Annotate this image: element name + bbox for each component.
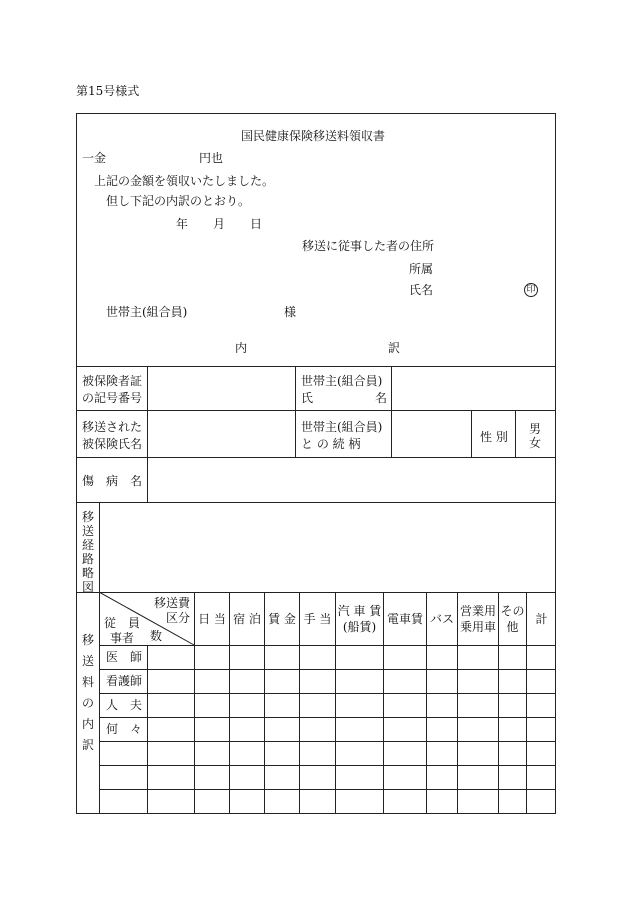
rule: [426, 592, 427, 814]
rule: [99, 765, 556, 766]
rule: [99, 741, 556, 742]
rule: [99, 669, 556, 670]
rule: [147, 366, 148, 457]
disease-label: 傷 病 名: [82, 474, 143, 488]
seal-mark: 印: [524, 283, 538, 297]
staff-etc: 何 々: [106, 722, 143, 736]
col-wage: 賃 金: [268, 612, 296, 626]
col-daily-allowance: 日 当: [198, 612, 226, 626]
head-name-mei: 名: [375, 391, 388, 405]
amount-suffix: 円也: [199, 151, 224, 165]
relation-label: 世帯主(組合員): [301, 420, 383, 434]
sama-label: 様: [284, 305, 297, 319]
document-title: 国民健康保険移送料領収書: [241, 129, 386, 143]
rule: [471, 410, 472, 457]
diag-worker: 事者: [110, 631, 135, 645]
transported-label: 移送された: [82, 420, 143, 434]
rule: [76, 502, 556, 503]
rule: [99, 717, 556, 718]
household-head-label: 世帯主(組合員): [106, 305, 188, 319]
col-allowance: 手 当: [303, 612, 332, 626]
col-other-2: 他: [506, 620, 519, 634]
rule: [147, 457, 148, 502]
date-day: 日: [250, 217, 263, 231]
insured-number-label: 被保険者証: [82, 374, 143, 388]
rule: [383, 592, 384, 814]
sex-label: 性 別: [480, 430, 508, 444]
staff-doctor: 医 師: [106, 650, 143, 664]
relation-label-2: と の 続 柄: [301, 437, 361, 451]
head-name-shi: 氏: [301, 391, 314, 405]
staff-nurse: 看護師: [106, 674, 143, 688]
diag-category: 区分: [166, 611, 191, 625]
rule: [76, 457, 556, 458]
amount-prefix: 一金: [82, 151, 107, 165]
affiliation-label: 所属: [409, 262, 434, 276]
sex-male: 男: [529, 422, 542, 436]
cost-breakdown-label: 移送料の内訳: [81, 633, 94, 752]
rule: [99, 693, 556, 694]
rule: [299, 592, 300, 814]
breakdown-wake: 訳: [388, 341, 401, 355]
col-tram-fare: 電車賃: [386, 612, 423, 626]
breakdown-note: 但し下記の内訳のとおり。: [106, 194, 251, 208]
rule: [99, 502, 100, 814]
name-label: 氏名: [409, 283, 434, 297]
diag-staff: 従 員: [104, 616, 141, 630]
receipt-text: 上記の金額を領収いたしました。: [94, 174, 275, 188]
rule: [391, 366, 392, 457]
col-total: 計: [535, 612, 548, 626]
col-ship-fare: (船賃): [342, 620, 377, 634]
transported-label-2: 被保険氏名: [82, 437, 143, 451]
rule: [76, 410, 556, 411]
rule: [526, 592, 527, 814]
receipt-form: [76, 113, 556, 814]
col-lodging: 宿 泊: [233, 612, 261, 626]
col-other: その: [500, 604, 525, 618]
diag-count: 数: [150, 629, 163, 643]
sex-female: 女: [529, 436, 542, 450]
staff-laborer: 人 夫: [106, 698, 143, 712]
route-label: 移送経路略図: [81, 510, 94, 594]
date-month: 月: [213, 217, 226, 231]
rule: [147, 645, 148, 814]
insured-number-label-2: の記号番号: [82, 391, 143, 405]
rule: [76, 366, 556, 367]
breakdown-uchi: 内: [235, 341, 248, 355]
date-year: 年: [176, 217, 189, 231]
rule: [515, 410, 516, 457]
col-bus: バス: [429, 612, 454, 626]
rule: [99, 789, 556, 790]
col-train-fare: 汽 車 賃: [337, 604, 382, 618]
col-passenger-car: 乗用車: [459, 620, 496, 634]
head-name-label: 世帯主(組合員): [301, 374, 383, 388]
diag-transport-cost: 移送費: [154, 596, 191, 610]
rule: [264, 592, 265, 814]
rule: [295, 366, 296, 457]
form-number: 第15号様式: [76, 84, 140, 98]
address-label: 移送に従事した者の住所: [302, 239, 435, 253]
rule: [229, 592, 230, 814]
col-commercial: 営業用: [459, 604, 496, 618]
